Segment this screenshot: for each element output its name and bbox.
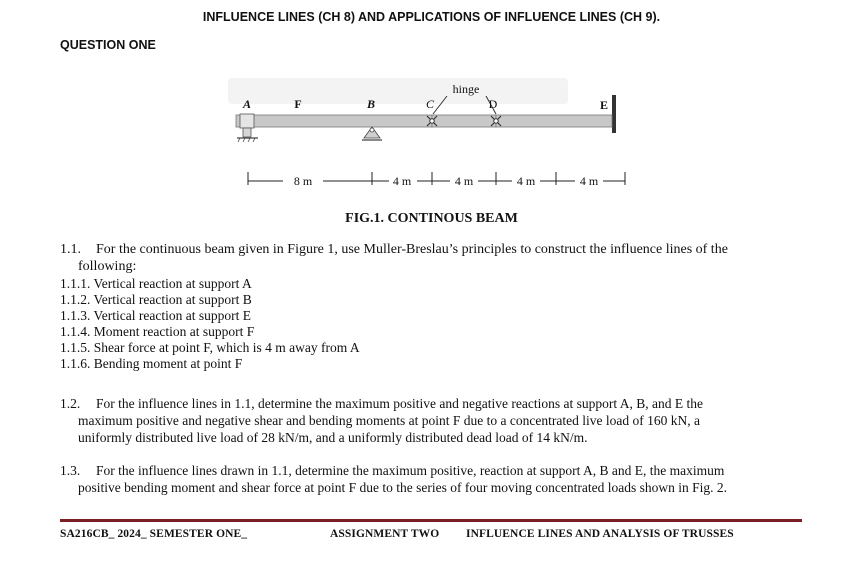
document-header: INFLUENCE LINES (CH 8) AND APPLICATIONS OF INFLUENCE LINES (CH 9). <box>202 10 661 24</box>
question-text: For the influence lines in 1.1, determine the maximum positive and negative reactions at support A, B, and E the <box>96 396 703 411</box>
dim-label-1: 8 m <box>293 174 313 188</box>
question-heading: QUESTION ONE <box>60 38 156 52</box>
question-1-1 <box>60 241 805 275</box>
question-text: For the continuous beam given in Figure 1, use Muller-Breslau’s principles to construct the influence lines of the <box>96 242 728 257</box>
footer-rule <box>60 519 802 522</box>
label-c: C <box>425 97 435 111</box>
list-item: 1.1.2. Vertical reaction at support B <box>60 292 252 307</box>
label-d: D <box>488 97 498 111</box>
question-text-cont: following: <box>78 259 137 274</box>
footer-assignment: ASSIGNMENT TWO <box>330 528 440 540</box>
question-number: 1.2. <box>60 396 81 411</box>
question-text-cont: maximum positive and negative shear and bending moments at point F due to a concentrated live load of 160 kN, a <box>78 413 700 428</box>
footer-course-code: SA216CB_ 2024_ SEMESTER ONE_ <box>60 528 248 540</box>
label-a: A <box>242 97 252 111</box>
continuous-beam-figure <box>0 70 863 200</box>
list-item: 1.1.3. Vertical reaction at support E <box>60 308 251 323</box>
figure-background-smudge <box>228 78 568 104</box>
dim-label-5: 4 m <box>579 174 599 188</box>
sub-question-list <box>60 276 360 372</box>
label-f: F <box>294 97 302 111</box>
label-hinge: hinge <box>452 82 480 96</box>
beam-segment-de <box>496 115 612 127</box>
dim-label-3: 4 m <box>454 174 474 188</box>
figure-caption: FIG.1. CONTINOUS BEAM <box>345 211 518 226</box>
list-item: 1.1.4. Moment reaction at support F <box>60 324 255 339</box>
question-number: 1.3. <box>60 463 81 478</box>
list-item: 1.1.5. Shear force at point F, which is 4 m away from A <box>60 340 360 355</box>
fixed-support-e <box>612 95 616 133</box>
footer-topic: INFLUENCE LINES AND ANALYSIS OF TRUSSES <box>466 528 734 540</box>
question-text-cont: positive bending moment and shear force at point F due to the series of four moving concentrated loads shown in Fig. 2. <box>78 480 727 495</box>
list-item: 1.1.1. Vertical reaction at support A <box>60 276 252 291</box>
roller-support-b <box>362 127 382 140</box>
question-text: For the influence lines drawn in 1.1, determine the maximum positive, reaction at support A, B and E, the maximum <box>96 463 725 478</box>
question-number: 1.1. <box>60 242 81 257</box>
question-1-2 <box>60 395 800 446</box>
label-e: E <box>599 98 609 112</box>
dim-label-4: 4 m <box>516 174 536 188</box>
dim-label-2: 4 m <box>392 174 412 188</box>
label-b: B <box>366 97 376 111</box>
beam-segment-cd <box>432 115 496 127</box>
list-item: 1.1.6. Bending moment at point F <box>60 356 243 371</box>
question-1-3 <box>60 462 800 496</box>
beam-segment-ac <box>236 115 432 127</box>
question-text-cont: uniformly distributed live load of 28 kN/m, and a uniformly distributed dead load of 14 kN/m. <box>78 430 588 445</box>
